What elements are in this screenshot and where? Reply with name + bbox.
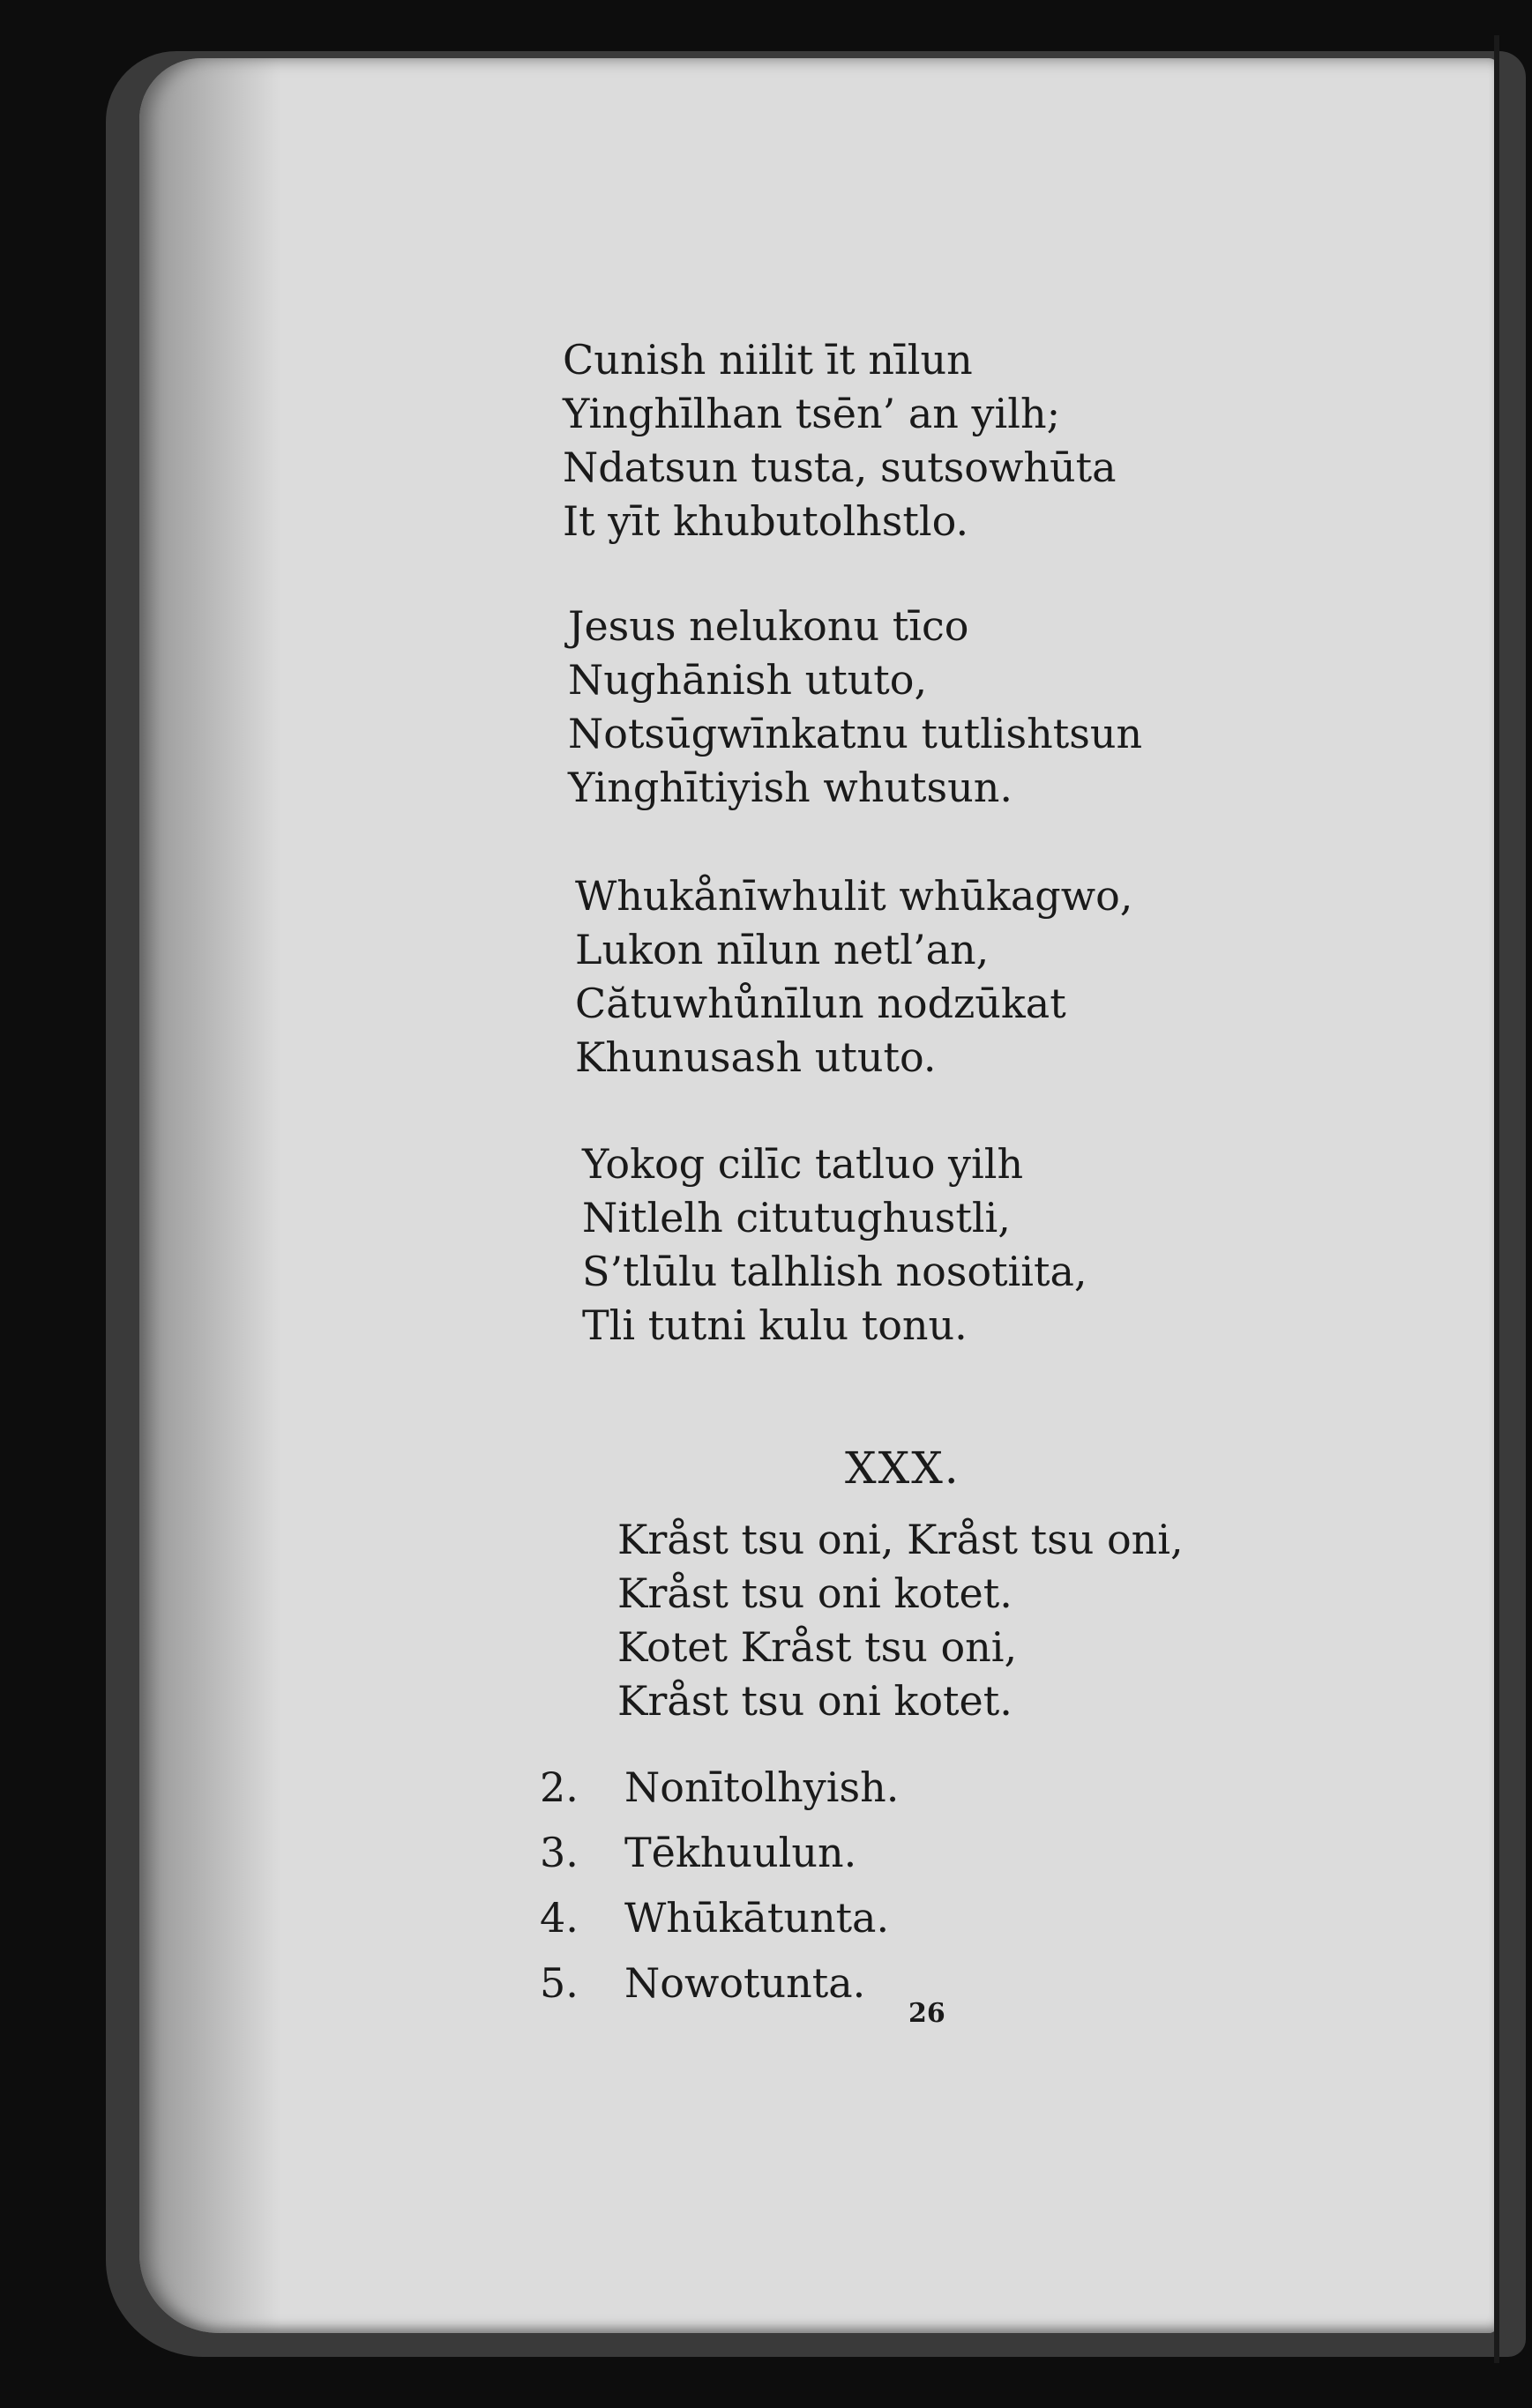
stanza-line: Cunish niilit īt nīlun [563, 336, 973, 384]
stanza-line: Ndatsun tusta, sutsowhūta [563, 444, 1117, 491]
stanza-line: Yinghīlhan tsēn’ an yilh; [563, 390, 1061, 437]
stanza-line: S’tlūlu talhlish nosotiita, [582, 1248, 1087, 1295]
stanza-line: Nughānish ututo, [568, 656, 928, 704]
stanza-3 [575, 869, 1132, 1085]
page-right-border [1494, 35, 1499, 2363]
verse-item [540, 1885, 899, 1950]
stanza-2 [568, 600, 1142, 815]
hymn-refrain [617, 1513, 1184, 1728]
stanza-4 [582, 1137, 1087, 1353]
stanza-line: Lukon nīlun netl’an, [575, 926, 990, 973]
stanza-line: Khunusash ututo. [575, 1033, 937, 1081]
verse-list [540, 1755, 899, 2016]
verse-item [540, 1755, 899, 1820]
refrain-line: Kotet Kråst tsu oni, [617, 1623, 1018, 1671]
stanza-line: Whukånīwhulit whūkagwo, [575, 872, 1133, 920]
stanza-line: Yinghītiyish whutsun. [568, 764, 1013, 811]
refrain-line: Kråst tsu oni, Kråst tsu oni, [617, 1516, 1184, 1563]
page-gutter-shadow [139, 58, 280, 2333]
verse-text: Whūkātunta. [624, 1894, 890, 1942]
stanza-line: Yokog cilīc tatluo yilh [582, 1140, 1024, 1188]
verse-text: Nonītolhyish. [624, 1763, 900, 1811]
stanza-line: Cătuwhůnīlun nodzūkat [575, 980, 1066, 1027]
page-number: 26 [908, 1998, 945, 2029]
stanza-line: Jesus nelukonu tīco [568, 602, 969, 650]
refrain-line: Kråst tsu oni kotet. [617, 1569, 1013, 1617]
hymn-number-heading: XXX. [845, 1443, 960, 1494]
verse-number: 3. [540, 1829, 579, 1876]
stanza-line: Tli tutni kulu tonu. [582, 1301, 968, 1349]
verse-item [540, 1950, 899, 2016]
verse-number: 5. [540, 1959, 579, 2007]
stanza-line: Notsūgwīnkatnu tutlishtsun [568, 710, 1143, 757]
stanza-line: Nitlelh citutughustli, [582, 1194, 1011, 1241]
stanza-line: It yīt khubutolhstlo. [563, 497, 969, 545]
verse-number: 2. [540, 1763, 579, 1811]
verse-text: Tēkhuulun. [624, 1829, 857, 1876]
stanza-1 [563, 333, 1117, 548]
verse-number: 4. [540, 1894, 579, 1942]
verse-text: Nowotunta. [624, 1959, 866, 2007]
verse-item [540, 1820, 899, 1885]
refrain-line: Kråst tsu oni kotet. [617, 1677, 1013, 1725]
